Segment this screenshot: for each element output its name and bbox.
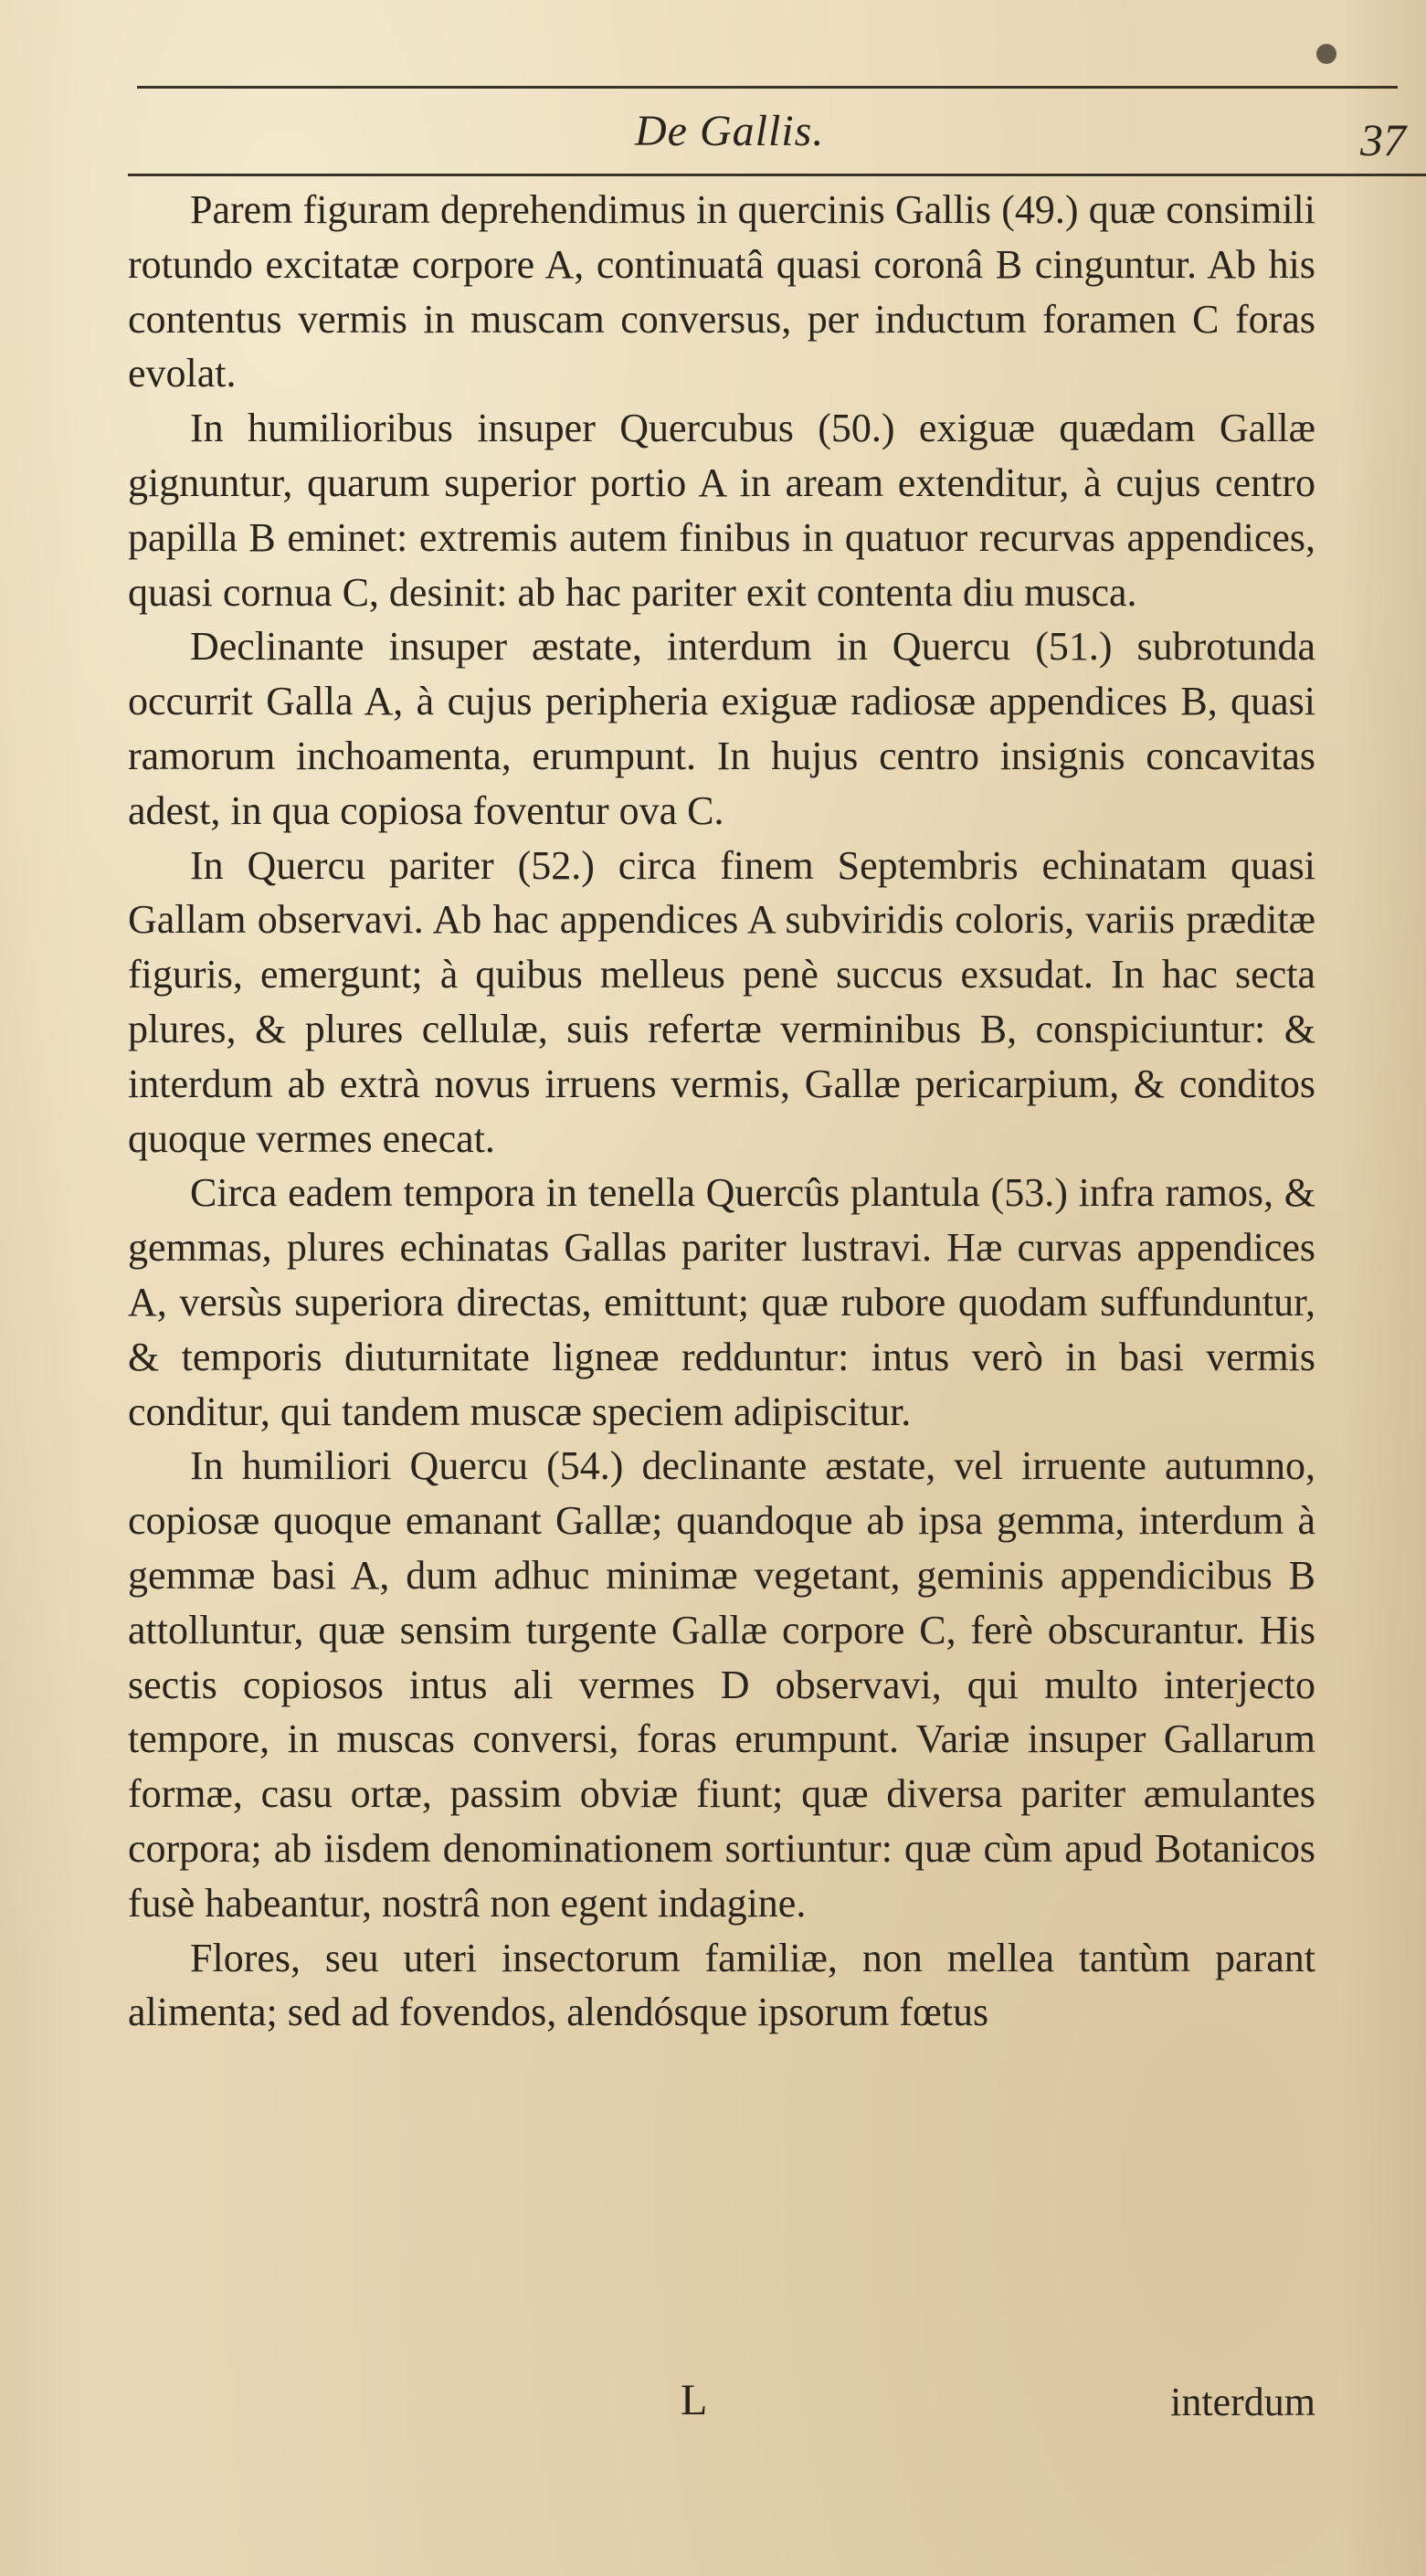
page-number: 37: [1360, 114, 1406, 165]
page-footer: [128, 2375, 1315, 2439]
paragraph-galls-51: Declinante insuper æstate, interdum in Quercu (51.) subrotunda occurrit Galla A, à cujus peripheria exiguæ radiosæ appendices B, quasi ramorum inchoamenta, erumpunt. In hujus centro insignis concavitas adest, in qua copiosa foventur ova C.: [128, 624, 1315, 833]
body-text: [128, 183, 1315, 2040]
header-bottom-rule: [128, 174, 1426, 176]
paragraph-galls-49: Parem figuram deprehendimus in quercinis Gallis (49.) quæ consimili rotundo excitatæ corpore A, continuatâ quasi coronâ B cinguntur. Ab his contentus vermis in muscam conversus, per inductum foramen C foras evolat.: [128, 187, 1315, 396]
paragraph-flores: Flores, seu uteri insectorum familiæ, non mellea tantùm parant alimenta; sed ad fovendos, alendósque ipsorum fœtus: [128, 1935, 1315, 2035]
paragraph-galls-50: In humilioribus insuper Quercubus (50.) exiguæ quædam Gallæ gignuntur, quarum superior portio A in aream extenditur, à cujus centro papilla B eminet: extremis autem finibus in quatuor recurvas appendices, quasi cornua C, desinit: ab hac pariter exit contenta diu musca.: [128, 406, 1315, 615]
signature-mark: L: [681, 2376, 708, 2424]
ink-blot-mark: [1316, 44, 1336, 64]
paragraph-galls-52: In Quercu pariter (52.) circa finem Septembris echinatam quasi Gallam observavi. Ab hac appendices A subviridis coloris, variis præditæ figuris, emergunt; à quibus melleus penè succus exsudat. In hac secta plures, & plures cellulæ, suis refertæ verminibus B, conspiciuntur: & interdum ab extrà novus irruens vermis, Gallæ pericarpium, & conditos quoque vermes enecat.: [128, 842, 1315, 1161]
paragraph-galls-53: Circa eadem tempora in tenella Quercûs plantula (53.) infra ramos, & gemmas, plures echinatas Gallas pariter lustravi. Hæ curvas appendices A, versùs superiora directas, emittunt; quæ rubore quodam suffunduntur, & temporis diuturnitate ligneæ redduntur: intus verò in basi vermis conditur, qui tandem muscæ speciem adipiscitur.: [128, 1170, 1315, 1434]
catchword: interdum: [1170, 2380, 1315, 2424]
header-top-rule: [137, 86, 1398, 89]
page-header: [128, 95, 1426, 168]
paragraph-galls-54: In humiliori Quercu (54.) declinante æstate, vel irruente autumno, copiosæ quoque emanant Gallæ; quandoque ab ipsa gemma, interdum à gemmæ basi A, dum adhuc minimæ vegetant, geminis appendicibus B attolluntur, quæ sensim turgente Gallæ corpore C, ferè obscurantur. His sectis copiosos intus ali vermes D observavi, qui multo interjecto tempore, in muscas conversi, foras erumpunt. Variæ insuper Gallarum formæ, casu ortæ, passim obviæ fiunt; quæ diversa pariter æmulantes corpora; ab iisdem denominationem sortiuntur: quæ cùm apud Botanicos fusè habeantur, nostrâ non egent indagine.: [128, 1443, 1315, 1926]
running-head: De Gallis.: [635, 107, 825, 155]
